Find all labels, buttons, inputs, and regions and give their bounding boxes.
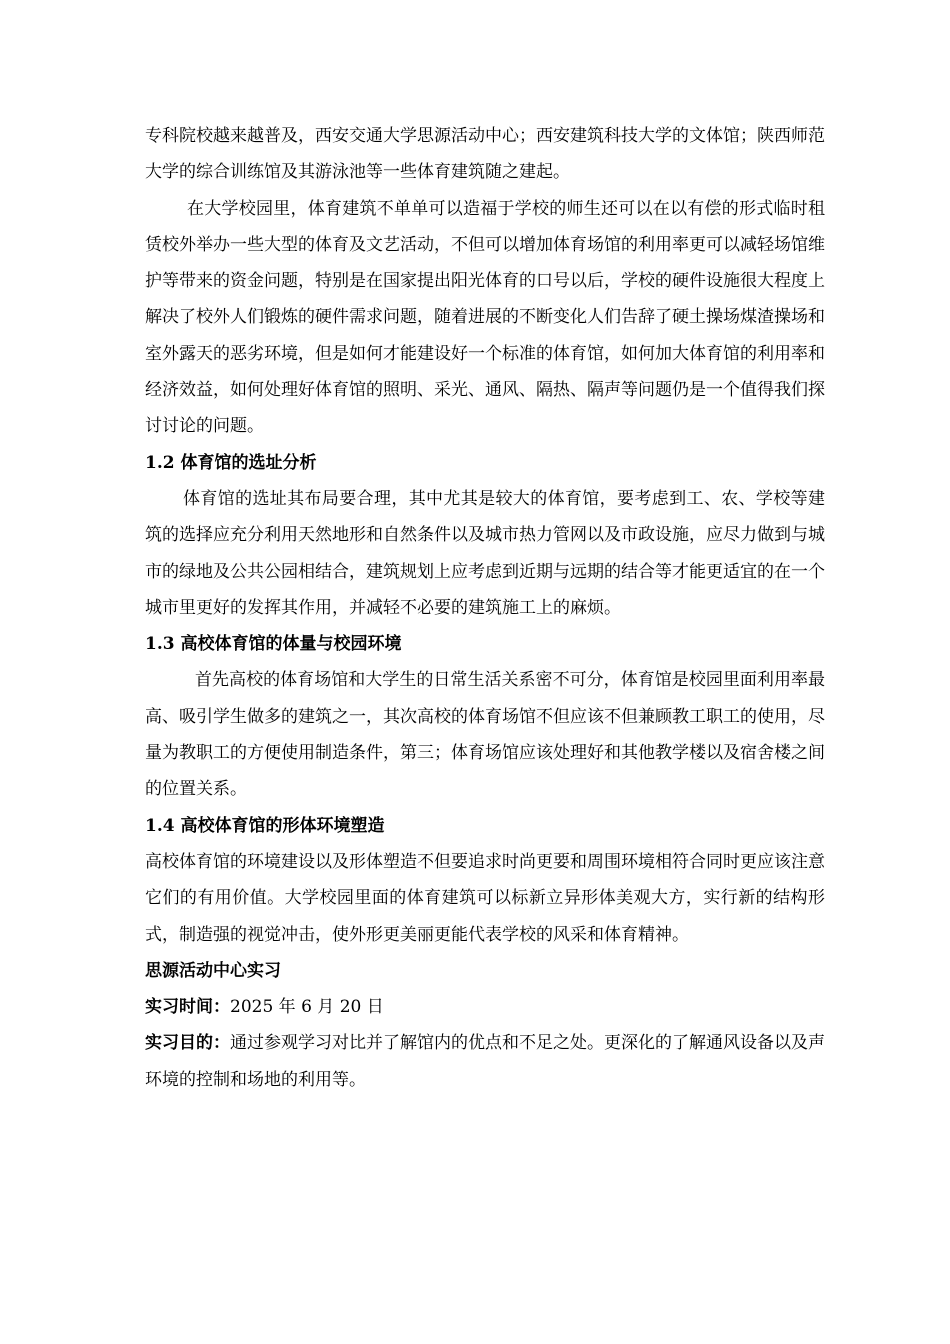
paragraph-intro-continued: 专科院校越来越普及，西安交通大学思源活动中心；西安建筑科技大学的文体馆；陕西师范大学的综合训练馆及其游泳池等一些体育建筑随之建起。: [145, 126, 825, 183]
paragraph-campus-sports: 在大学校园里，体育建筑不单单可以造福于学校的师生还可以在以有偿的形式临时租赁校外举办一些大型的体育及文艺活动，不但可以增加体育场馆的利用率更可以减轻场馆维护等带来的资金问题，特别是在国家提出阳光体育的口号以后，学校的硬件设施很大程度上解决了校外人们锻炼的硬件需求问题，随着进展的不断变化人们告辞了硬土操场煤渣操场和室外露天的恶劣环境，但是如何才能建设好一个标准的体育馆，如何加大体育馆的利用率和经济效益，如何处理好体育馆的照明、采光、通风、隔热、隔声等问题仍是一个值得我们探讨讨论的问题。: [145, 198, 825, 437]
paragraph-form-environment: 高校体育馆的环境建设以及形体塑造不但要追求时尚更要和周围环境相符合同时更应该注意它们的有用价值。大学校园里面的体育建筑可以标新立异形体美观大方，实行新的结构形式，制造强的视觉冲击，使外形更美丽更能代表学校的风采和体育精神。: [145, 851, 825, 945]
heading-1-4: 1.4 高校体育馆的形体环境塑造: [145, 815, 385, 836]
paragraph-site-analysis: 体育馆的选址其布局要合理，其中尤其是较大的体育馆，要考虑到工、农、学校等建筑的选择应充分利用天然地形和自然条件以及城市热力管网以及市政设施，应尽力做到与城市的绿地及公共公园相结合，建筑规划上应考虑到近期与远期的结合等才能更适宜的在一个城市里更好的发挥其作用，并减轻不必要的建筑施工上的麻烦。: [145, 488, 825, 618]
internship-time-value: 2025 年 6 月 20 日: [230, 997, 384, 1018]
internship-time-label: 实习时间：: [145, 997, 230, 1018]
internship-time: [145, 989, 825, 1025]
internship-purpose: [145, 1025, 825, 1098]
heading-1-2: 1.2 体育馆的选址分析: [145, 452, 317, 473]
internship-purpose-value: 通过参观学习对比并了解馆内的优点和不足之处。更深化的了解通风设备以及声环境的控制和场地的利用等。: [145, 1033, 825, 1090]
heading-1-3: 1.3 高校体育馆的体量与校园环境: [145, 634, 402, 655]
internship-purpose-label: 实习目的：: [145, 1033, 230, 1054]
heading-siyuan-internship: 思源活动中心实习: [145, 960, 281, 981]
paragraph-volume-environment: 首先高校的体育场馆和大学生的日常生活关系密不可分，体育馆是校园里面利用率最高、吸引学生做多的建筑之一，其次高校的体育场馆不但应该不但兼顾教工职工的使用，尽量为教职工的方便使用制造条件，第三；体育场馆应该处理好和其他教学楼以及宿舍楼之间的位置关系。: [145, 670, 825, 800]
document-page: [145, 118, 825, 1098]
